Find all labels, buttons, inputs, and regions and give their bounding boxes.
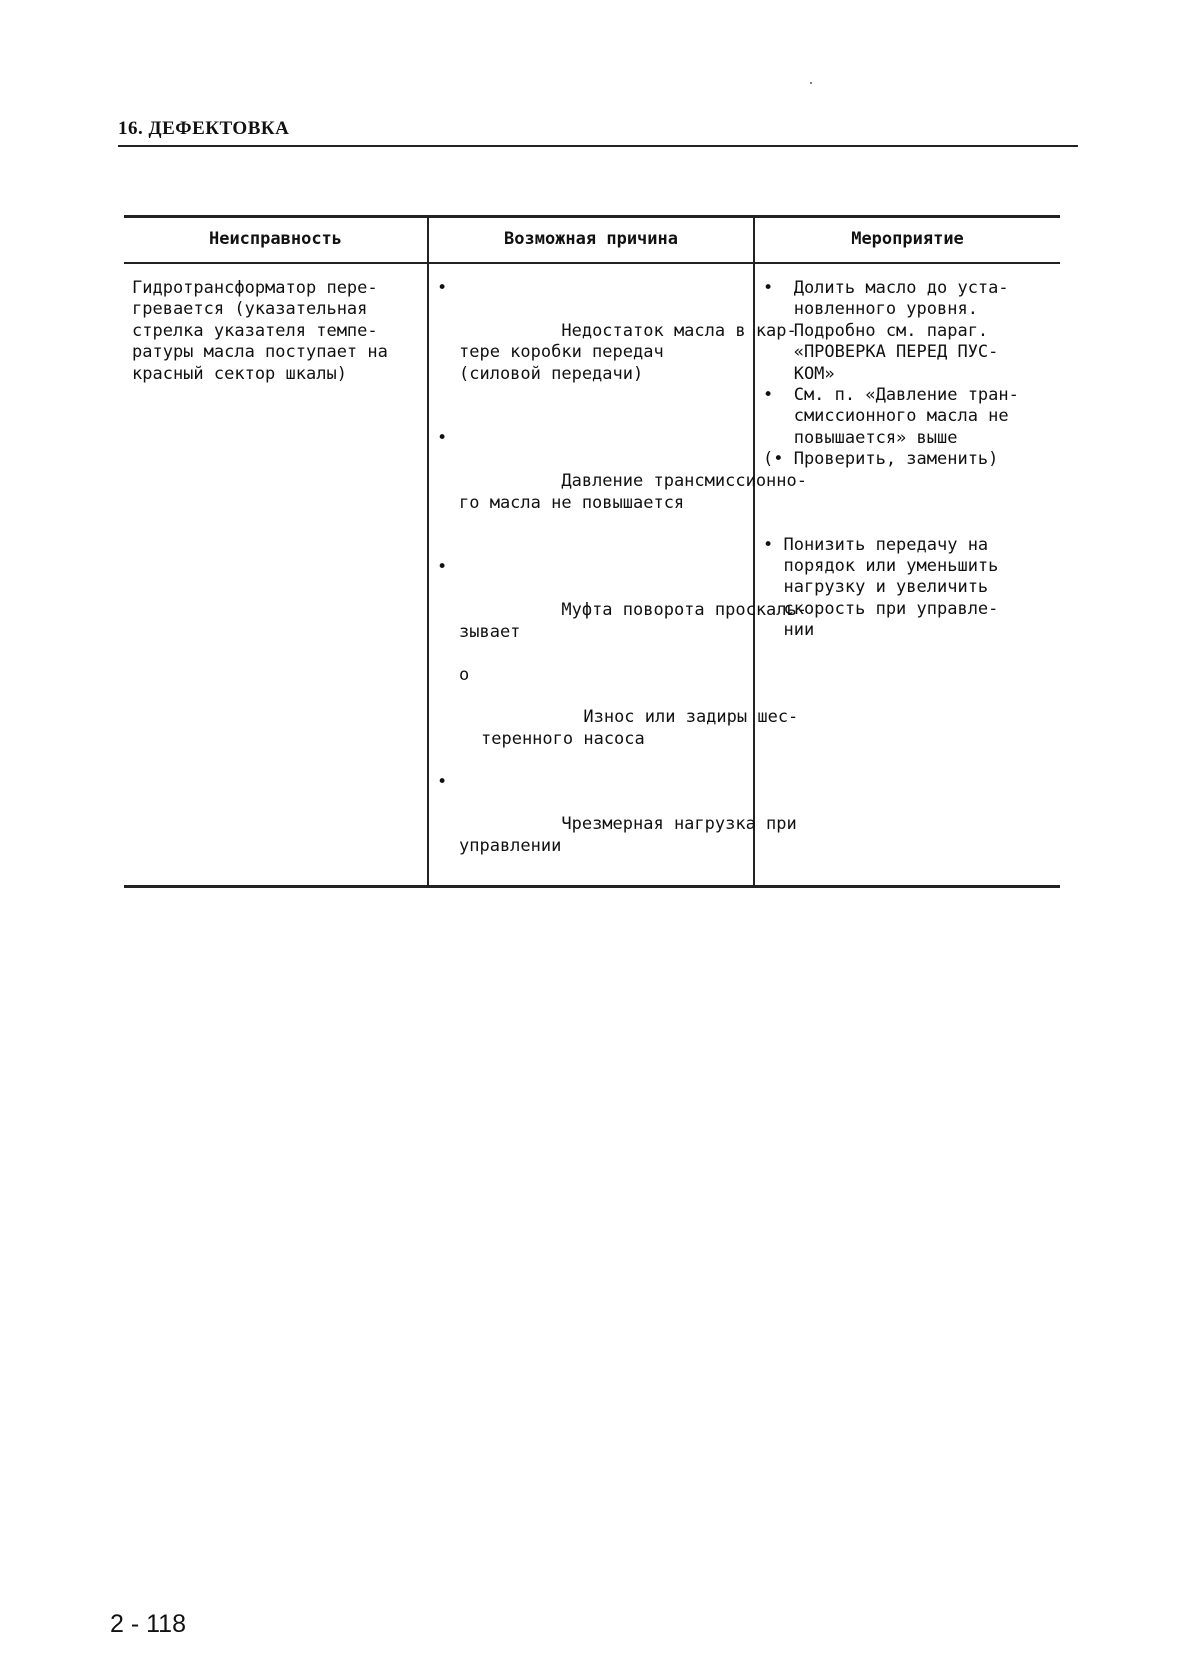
cause-item: [437, 278, 797, 406]
troubleshooting-table: [124, 215, 1060, 888]
table-header-row: [124, 217, 1060, 264]
remedy-item: • Долить масло до уста- новленного уровня. Подробно см. параг. «ПРОВЕРКА ПЕРЕД ПУС- КОМ»: [763, 278, 1009, 384]
bullet-icon: •: [437, 278, 448, 298]
cause-subitem: [437, 664, 799, 772]
bullet-icon: •: [437, 771, 448, 792]
remedy-item: • См. п. «Давление тран- смиссионного масла не повышается» выше: [763, 385, 1019, 448]
cause-text: Давление трансмиссионно- го масла не повышается: [459, 471, 807, 513]
cause-cell: [428, 263, 807, 886]
cause-text: Износ или задиры шес- теренного насоса: [481, 707, 799, 749]
cause-text: Недостаток масла в кар- тере коробки передач (силовой передачи): [459, 320, 797, 384]
cause-text: Муфта поворота проскаль- зывает: [459, 600, 807, 642]
cause-item: [437, 428, 807, 535]
cause-item: [437, 771, 797, 879]
section-title: 16. ДЕФЕКТОВКА: [118, 118, 290, 139]
remedy-cell: [754, 263, 1060, 886]
remedy-item: • Понизить передачу на порядок или уменьшить нагрузку и увеличить скорость при управле- нии: [763, 534, 999, 641]
circle-bullet-icon: o: [459, 664, 470, 685]
fault-cell: [124, 263, 428, 886]
page-number: 2 - 118: [110, 1610, 186, 1638]
remedy-item: (• Проверить, заменить): [763, 449, 999, 470]
column-header-remedy: Мероприятие: [754, 217, 1060, 264]
bullet-icon: •: [437, 428, 448, 449]
header-rule: [118, 145, 1078, 147]
fault-description: Гидротрансформатор пере- гревается (указательная стрелка указателя темпе- ратуры масла поступает на красный сектор шкалы): [132, 278, 388, 384]
column-header-cause: Возможная причина: [428, 217, 754, 264]
cause-item: [437, 557, 807, 664]
table-row: [124, 263, 1060, 886]
cause-text: Чрезмерная нагрузка при управлении: [459, 814, 797, 856]
column-header-fault: Неисправность: [124, 217, 428, 264]
bullet-icon: •: [437, 557, 448, 578]
scan-speck: [810, 82, 812, 84]
